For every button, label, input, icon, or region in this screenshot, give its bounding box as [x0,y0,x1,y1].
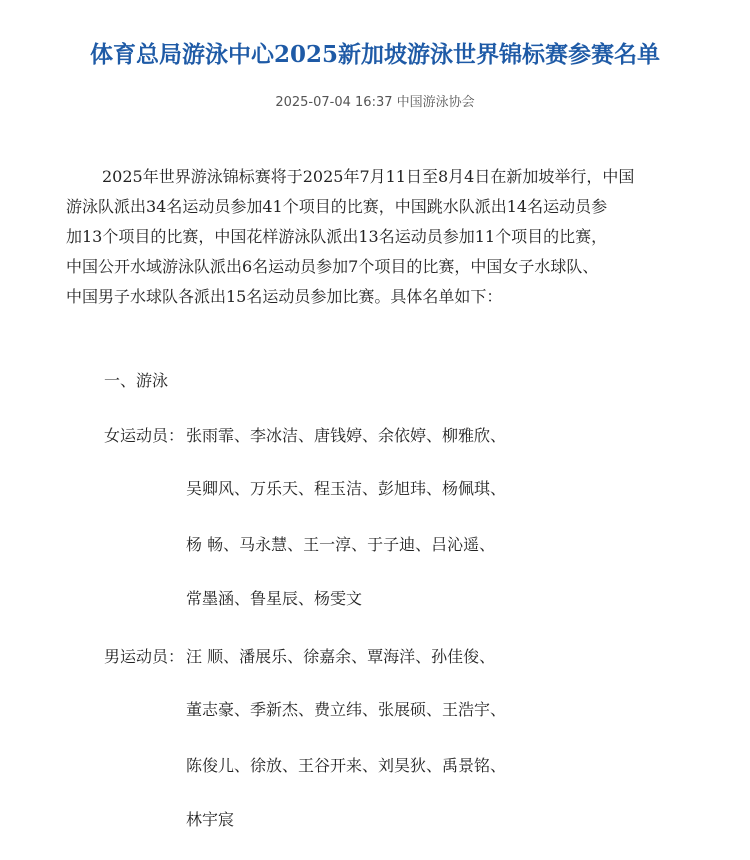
men-athletes-line: 董志豪、季新杰、费立纬、张展硕、王浩宇、 [186,700,507,719]
women-athletes-line: 张雨霏、李冰洁、唐钱婷、余依婷、柳雅欣、 [186,426,507,445]
women-athletes-line: 常墨涵、鲁星辰、杨雯文 [186,589,363,608]
men-athletes-line: 汪 顺、潘展乐、徐嘉余、覃海洋、孙佳俊、 [186,647,496,666]
intro-line: 2025年世界游泳锦标赛将于2025年7月11日至8月4日在新加坡举行，中国 [102,167,635,186]
intro-line: 中国公开水域游泳队派出6名运动员参加7个项目的比赛，中国女子水球队、 [66,257,599,276]
publish-datetime: 2025-07-04 16:37 [275,95,393,110]
source-name: 中国游泳协会 [396,95,475,110]
article-meta [0,91,750,110]
women-athletes-line: 杨 畅、马永慧、王一淳、于子迪、吕沁遥、 [186,535,496,554]
intro-paragraph [66,162,686,312]
intro-line: 游泳队派出34名运动员参加41个项目的比赛，中国跳水队派出14名运动员参 [66,197,608,216]
intro-line: 中国男子水球队各派出15名运动员参加比赛。具体名单如下： [66,287,503,306]
women-athletes-line: 吴卿风、万乐天、程玉洁、彭旭玮、杨佩琪、 [186,479,507,498]
men-athletes-line: 林宇宸 [186,810,235,829]
article-title: 体育总局游泳中心2025新加坡游泳世界锦标赛参赛名单 [89,41,660,68]
section-heading-swimming: 一、游泳 [104,371,169,390]
men-athletes-label: 男运动员： [104,647,185,666]
men-athletes-line: 陈俊儿、徐放、王谷开来、刘昊狄、禹景铭、 [186,756,507,775]
intro-line: 加13个项目的比赛，中国花样游泳队派出13名运动员参加11个项目的比赛， [66,227,608,246]
women-athletes-label: 女运动员： [104,426,185,445]
